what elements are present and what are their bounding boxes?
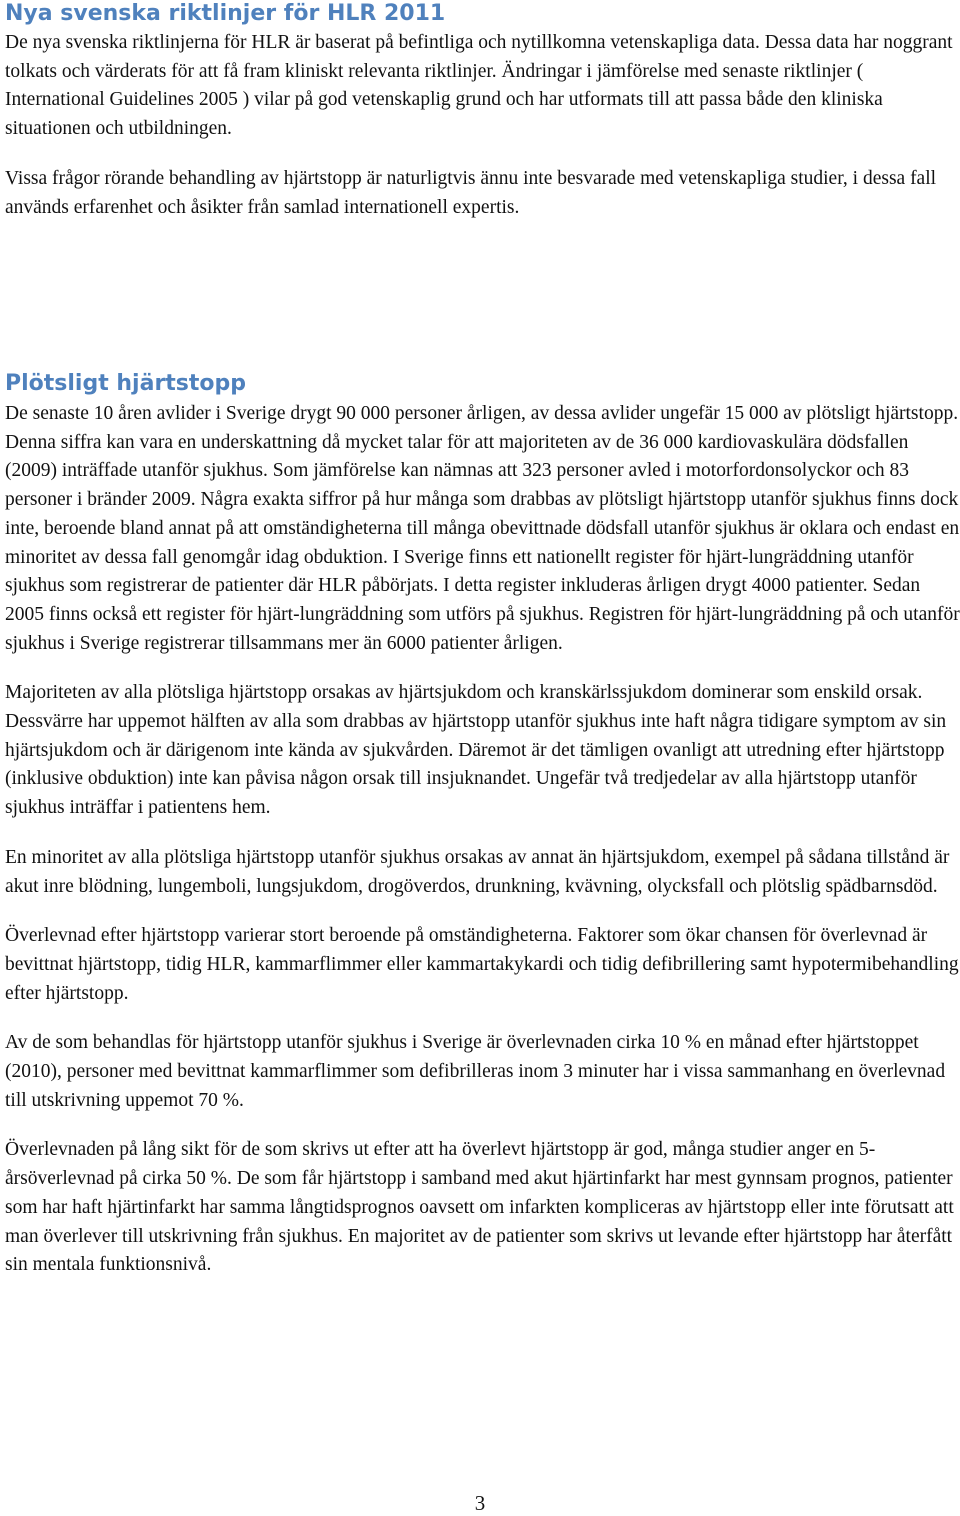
- section-hlr-guidelines: [5, 0, 960, 222]
- paragraph: Majoriteten av alla plötsliga hjärtstopp orsakas av hjärtsjukdom och kranskärlssjukdom dominerar som enskild orsak. Dessvärre har uppemot hälften av alla som drabbas av hjärtstopp utanför sjukhus inte haft några tidigare symptom av sin hjärtsjukdom och är därigenom inte kända av sjukvården. Däremot är det tämligen ovanligt att utredning efter hjärtstopp (inklusive obduktion) inte kan påvisa någon orsak till insjuknandet. Ungefär två tredjedelar av alla hjärtstopp utanför sjukhus inträffar i patientens hem.: [5, 682, 947, 819]
- paragraph: Överlevnaden på lång sikt för de som skrivs ut efter att ha överlevt hjärtstopp är god, många studier anger en 5-årsöverlevnad på cirka 50 %. De som får hjärtstopp i samband med akut hjärtinfarkt har mest gynnsam prognos, patienter som har haft hjärtinfarkt har samma långtidsprognos oavsett om infarkten kompliceras av hjärtstopp eller inte förutsatt att man överlever till utskrivning från sjukhus. En majoritet av de patienter som skrivs ut levande efter hjärtstopp har återfått sin mentala funktionsnivå.: [5, 1139, 954, 1276]
- paragraph: Av de som behandlas för hjärtstopp utanför sjukhus i Sverige är överlevnaden cirka 10 % en månad efter hjärtstoppet (2010), personer med bevittnat kammarflimmer som defibrilleras inom 3 minuter har i vissa sammanhang en överlevnad till utskrivning uppemot 70 %.: [5, 1032, 946, 1111]
- paragraph: En minoritet av alla plötsliga hjärtstopp utanför sjukhus orsakas av annat än hjärtsjukdom, exempel på sådana tillstånd är akut inre blödning, lungemboli, lungsjukdom, drogöverdos, drunkning, kvävning, olycksfall och plötslig spädbarnsdöd.: [5, 846, 950, 897]
- paragraph: De senaste 10 åren avlider i Sverige drygt 90 000 personer årligen, av dessa avlider ungefär 15 000 av plötsligt hjärtstopp. Denna siffra kan vara en underskattning då mycket talar för att majoriteten av de 36 000 kardiovaskulära dödsfallen (2009) inträffade utanför sjukhus. Som jämförelse kan nämnas att 323 personer avled i motorfordonsolyckor och 83 personer i bränder 2009. Några exakta siffror på hur många som drabbas av plötsligt hjärtstopp utanför sjukhus finns dock inte, beroende bland annat på att omständigheterna till många obevittnade dödsfall utanför sjukhus är oklara och endast en minoritet av dessa fall genomgår idag obduktion. I Sverige finns ett nationellt register för hjärt-lungräddning utanför sjukhus som registrerar de patienter där HLR påbörjats. I detta register inkluderas årligen drygt 4000 patienter. Sedan 2005 finns också ett register för hjärt-lungräddning som utförs på sjukhus. Registren för hjärt-lungräddning på och utanför sjukhus i Sverige registrerar tillsammans mer än 6000 patienter årligen.: [5, 403, 960, 654]
- paragraph: De nya svenska riktlinjerna för HLR är baserat på befintliga och nytillkomna vetenskapliga data. Dessa data har noggrant tolkats och värderats för att få fram kliniskt relevanta riktlinjer. Ändringar i jämförelse med senaste riktlinjer ( International Guidelines 2005 ) vilar på god vetenskaplig grund och har utformats till att passa både den kliniska situationen och utbildningen.: [5, 32, 953, 140]
- paragraph: Vissa frågor rörande behandling av hjärtstopp är naturligtvis ännu inte besvarade med vetenskapliga studier, i dessa fall används erfarenhet och åsikter från samlad internationell expertis.: [5, 167, 937, 218]
- section-heading: Plötsligt hjärtstopp: [5, 371, 247, 396]
- section-heading: Nya svenska riktlinjer för HLR 2011: [5, 1, 446, 26]
- page-number: 3: [474, 1491, 486, 1515]
- section-sudden-cardiac-arrest: [5, 370, 960, 1280]
- paragraph: Överlevnad efter hjärtstopp varierar stort beroende på omständigheterna. Faktorer som ökar chansen för överlevnad är bevittnat hjärtstopp, tidig HLR, kammarflimmer eller kammartakykardi och tidig defibrillering samt hypotermibehandling efter hjärtstopp.: [5, 925, 959, 1004]
